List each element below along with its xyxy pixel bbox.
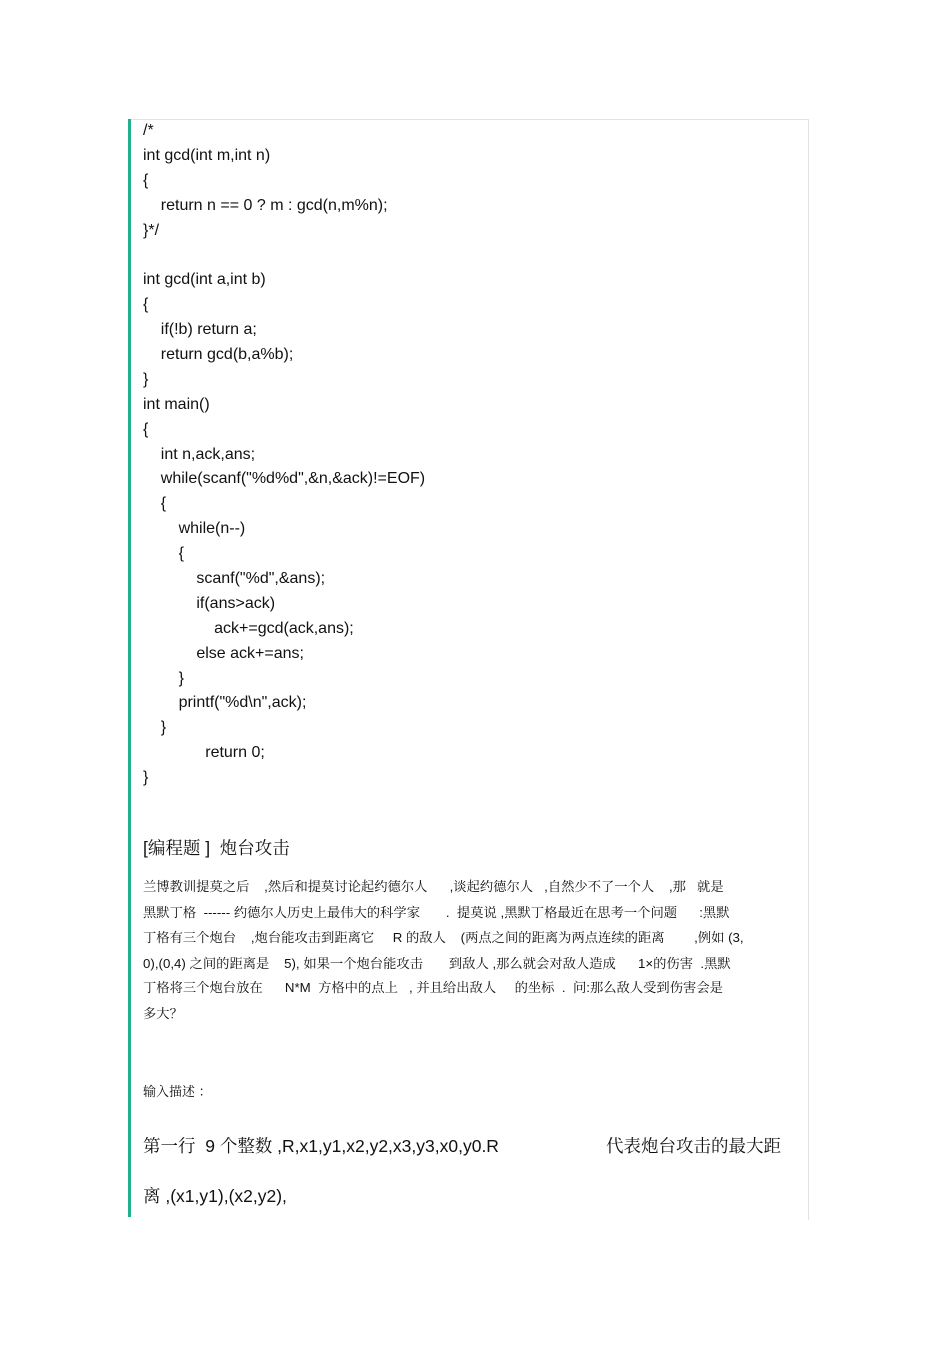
code-line: printf("%d\n",ack); <box>143 694 307 712</box>
code-line: return gcd(b,a%b); <box>143 346 294 364</box>
problem-title: [编程题 ] 炮台攻击 <box>143 838 290 858</box>
code-line: ack+=gcd(ack,ans); <box>143 619 354 637</box>
description-line: 兰博教训提莫之后 ,然后和提莫讨论起约德尔人 ,谈起约德尔人 ,自然少不了一个人 ,那 就是 <box>143 879 724 894</box>
description-line: 丁格将三个炮台放在 N*M 方格中的点上 , 并且给出敌人 的坐标 . 问:那么敌人受到伤害会是 <box>143 980 723 995</box>
description-line: 黑默丁格 ------ 约德尔人历史上最伟大的科学家 . 提莫说 ,黑默丁格最近在思考一个问题 :黑默 <box>143 904 730 920</box>
input-description-label: 输入描述 ： <box>143 1084 212 1099</box>
code-block <box>143 119 425 791</box>
code-line: return 0; <box>143 744 265 762</box>
code-line: { <box>143 296 149 314</box>
code-line: }*/ <box>143 221 160 239</box>
code-line: { <box>143 545 184 563</box>
code-line: { <box>143 495 167 513</box>
code-line: while(scanf("%d%d",&n,&ack)!=EOF) <box>143 470 426 488</box>
code-line: int gcd(int a,int b) <box>143 271 266 289</box>
code-line: else ack+=ans; <box>143 644 304 662</box>
code-line: return n == 0 ? m : gcd(n,m%n); <box>143 196 388 214</box>
description-line: 多大？ <box>143 1006 183 1021</box>
code-line: int gcd(int m,int n) <box>143 146 271 164</box>
code-line: } <box>143 769 149 787</box>
description-line: 0),(0,4) 之间的距离是 5), 如果一个炮台能攻击 到敌人 ,那么就会对敌人造成 1×的伤害 .黑默 <box>143 956 731 971</box>
accent-bar <box>128 119 131 1217</box>
code-line: } <box>143 719 167 737</box>
input-description-text-line2: 离 ,(x1,y1),(x2,y2), <box>143 1186 287 1206</box>
code-line: } <box>143 669 184 687</box>
description-line: 丁格有三个炮台 ,炮台能攻击到距离它 R 的敌人 (两点之间的距离为两点连续的距离 ,例如 (3, <box>143 930 744 945</box>
code-line: } <box>143 370 149 388</box>
code-line: if(ans>ack) <box>143 594 276 612</box>
code-line: { <box>143 420 149 438</box>
code-line: while(n--) <box>143 520 246 538</box>
code-line <box>143 243 425 268</box>
input-description-text-cont: 代表炮台攻击的最大距 <box>606 1136 781 1156</box>
code-line: if(!b) return a; <box>143 321 257 339</box>
code-line: scanf("%d",&ans); <box>143 570 326 588</box>
code-line: int main() <box>143 395 210 413</box>
code-line: int n,ack,ans; <box>143 445 256 463</box>
code-line: /* <box>143 122 154 139</box>
input-description-text: 第一行 9 个整数 ,R,x1,y1,x2,y2,x3,y3,x0,y0.R <box>143 1136 499 1156</box>
code-line: { <box>143 171 149 189</box>
